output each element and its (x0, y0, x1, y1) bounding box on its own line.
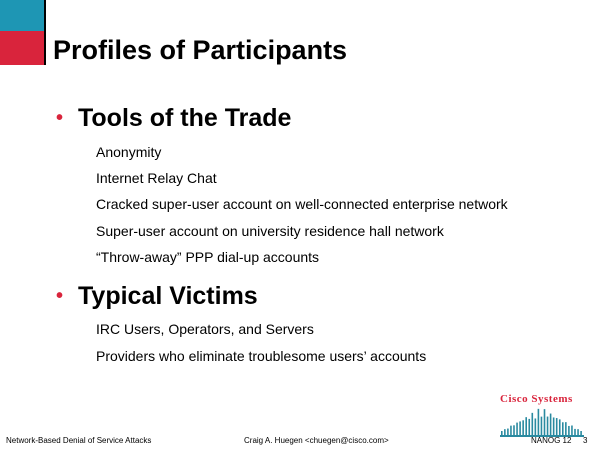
decor-red-block (0, 31, 44, 65)
logo-wordmark: Cisco Systems (500, 393, 573, 405)
list-item: Providers who eliminate troublesome users’ accounts (96, 348, 427, 364)
page-number: 3 (583, 436, 588, 445)
section-heading-tools (56, 103, 291, 133)
decor-teal-block (0, 0, 44, 31)
list-item: Anonymity (96, 144, 162, 160)
footer-presentation-title: Network-Based Denial of Service Attacks (6, 436, 152, 445)
list-item: Cracked super-user account on well-connected enterprise network (96, 196, 508, 212)
list-item: Super-user account on university residence hall network (96, 223, 444, 239)
cisco-logo (500, 393, 584, 439)
bullet-icon: • (56, 285, 64, 307)
footer-event: NANOG 12 (531, 436, 572, 445)
list-item: Internet Relay Chat (96, 170, 217, 186)
section-heading-label: Typical Victims (78, 282, 258, 310)
section-heading-victims (56, 281, 258, 311)
footer-author: Craig A. Huegen <chuegen@cisco.com> (244, 436, 389, 445)
cisco-bridge-logo-icon (500, 405, 584, 437)
list-item: “Throw-away” PPP dial-up accounts (96, 249, 320, 265)
decor-divider (44, 0, 46, 65)
bullet-icon: • (56, 107, 64, 129)
list-item: IRC Users, Operators, and Servers (96, 321, 314, 337)
section-heading-label: Tools of the Trade (78, 104, 292, 132)
slide-title: Profiles of Participants (53, 35, 348, 65)
